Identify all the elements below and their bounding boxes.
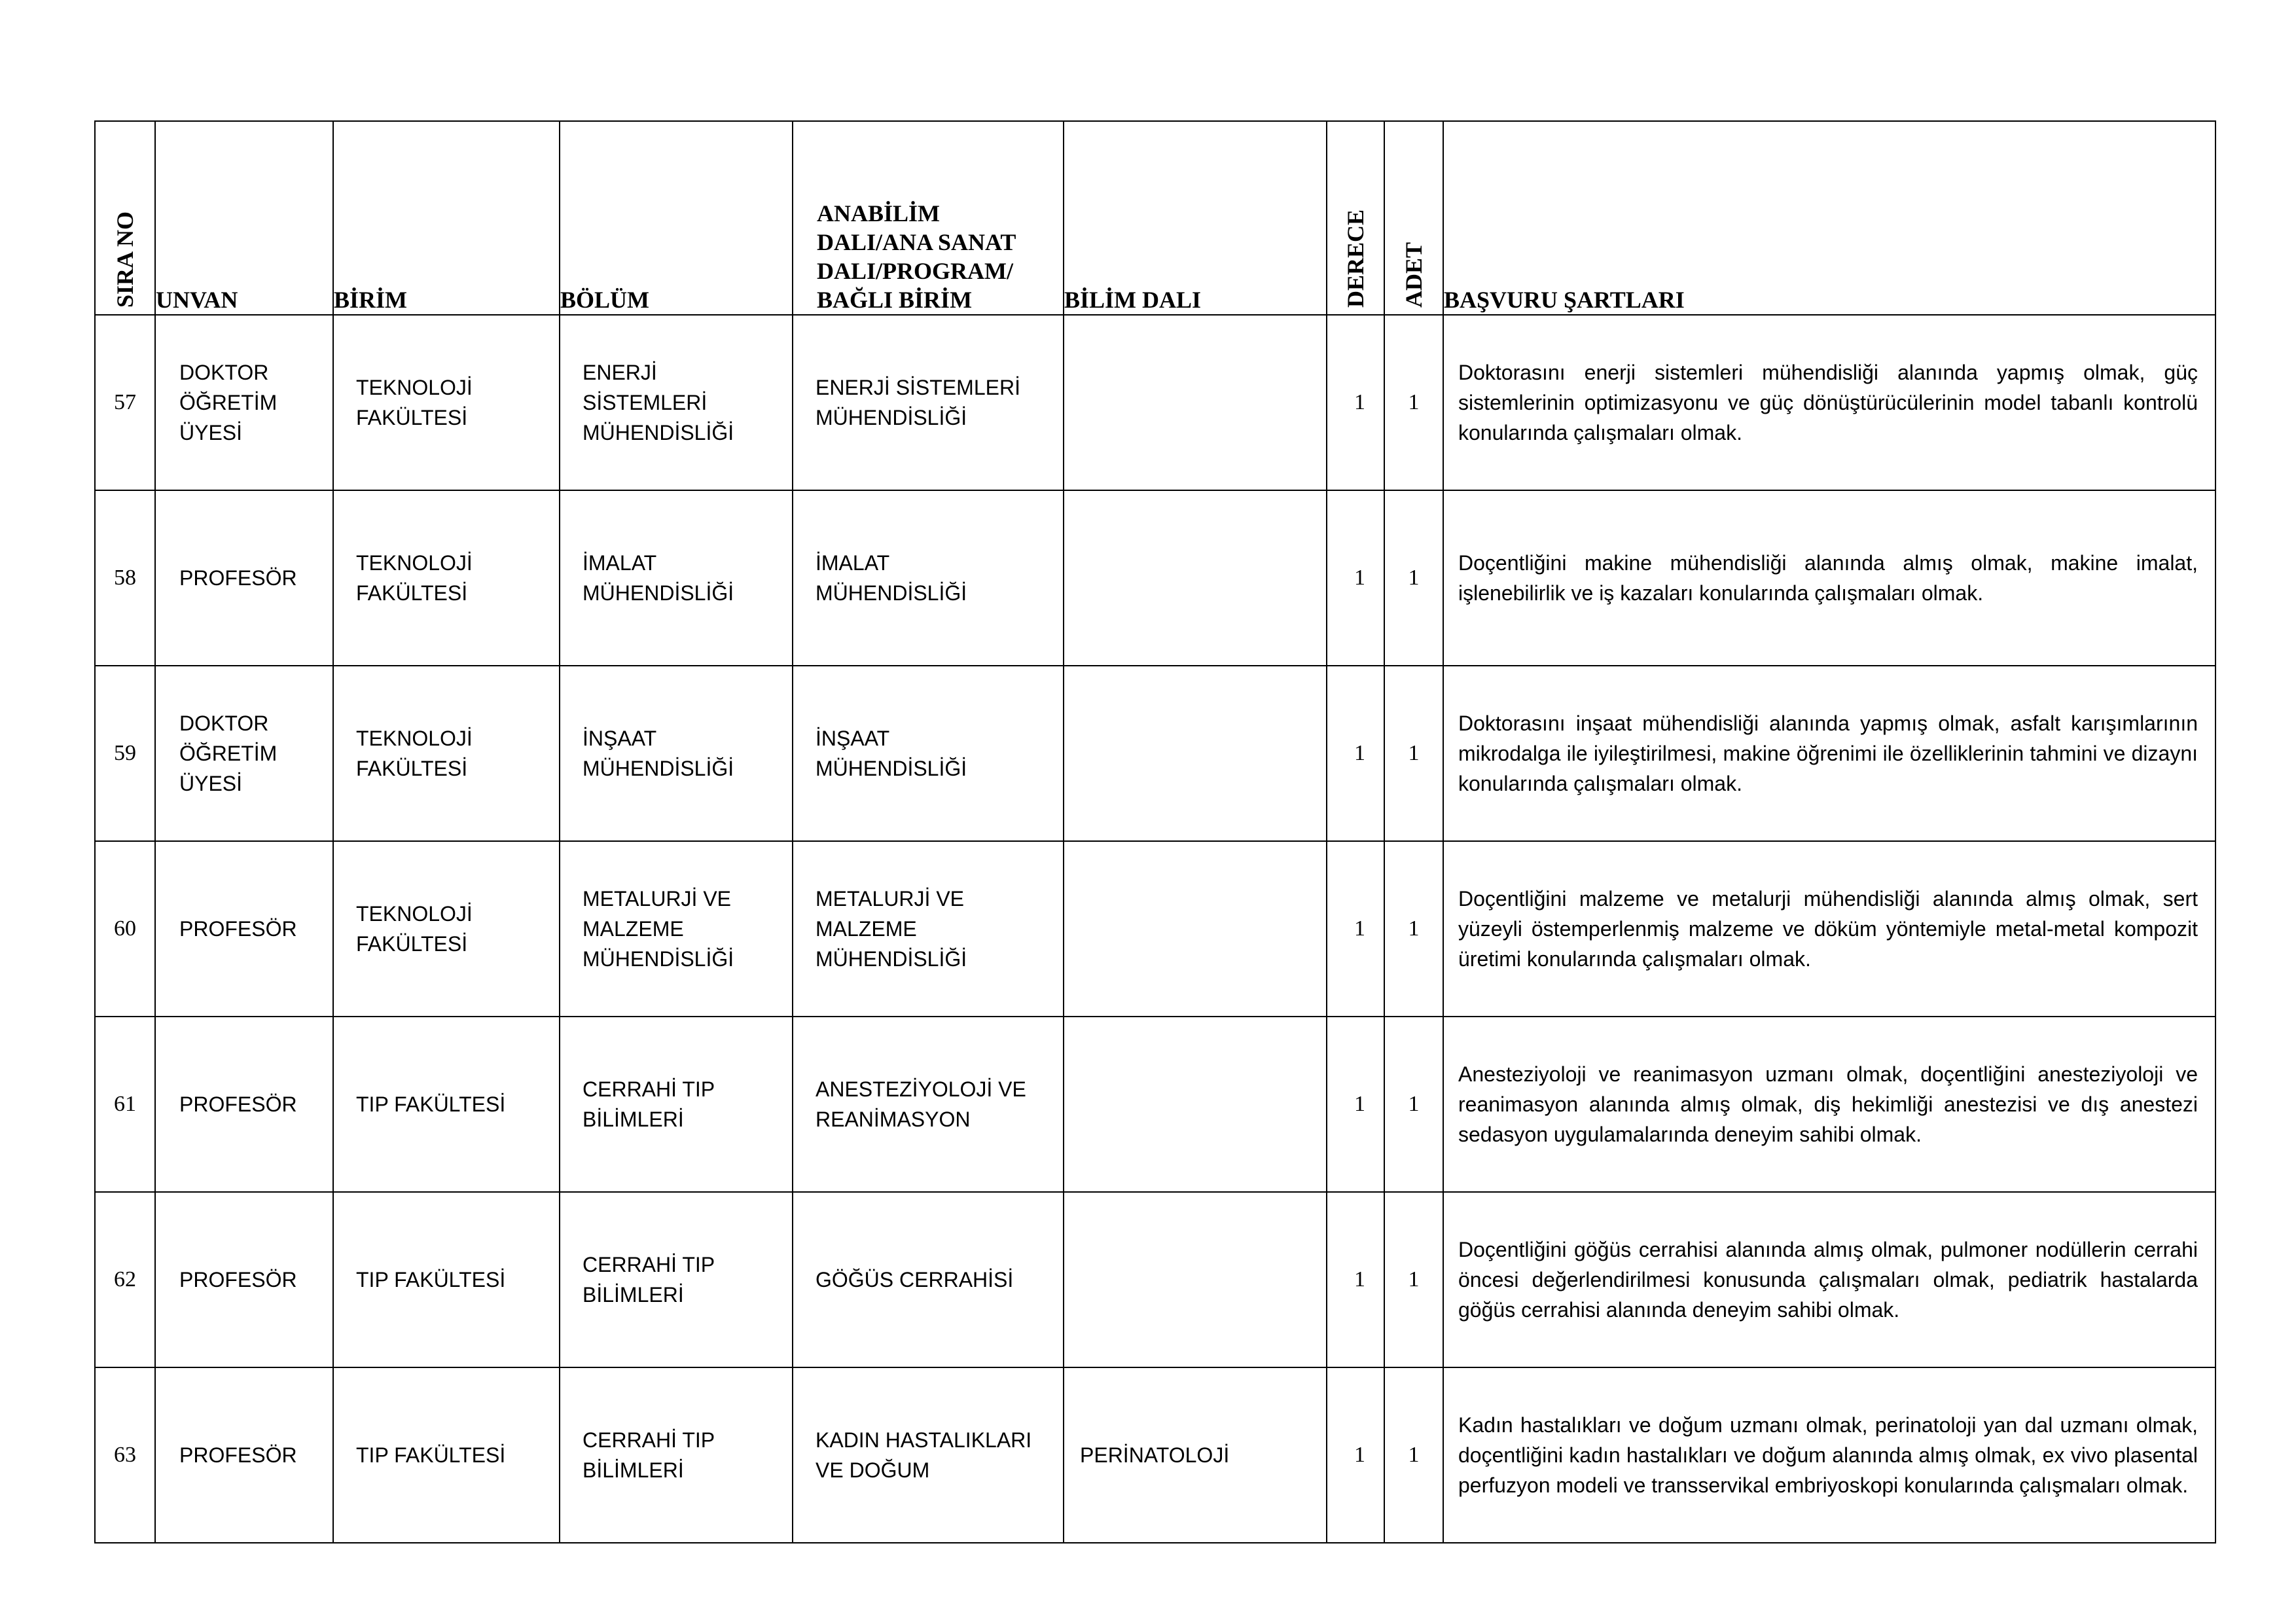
cell-anabilim-dali-line: GÖĞÜS CERRAHİSİ <box>816 1268 1014 1291</box>
cell-adet: 1 <box>1384 1017 1443 1192</box>
cell-basvuru-sartlari: Doçentliğini malzeme ve metalurji mühendisliği alanında almış olmak, sert yüzeyli östemperlenmiş malzeme ve döküm yöntemiyle metal-metal kompozit üretimi konularında çalışmaları olmak. <box>1443 841 2215 1017</box>
cell-sira-no: 62 <box>95 1192 155 1367</box>
cell-unvan-line: PROFESÖR <box>179 566 297 590</box>
cell-bolum-line: METALURJİ VE <box>583 887 731 911</box>
cell-anabilim-dali-line: MÜHENDİSLİĞİ <box>816 947 967 971</box>
staff-positions-table <box>94 120 2216 1543</box>
cell-anabilim-dali-line: İNŞAAT <box>816 727 890 750</box>
cell-bilim-dali <box>1064 666 1327 841</box>
cell-sira-no: 63 <box>95 1367 155 1543</box>
cell-anabilim-dali <box>793 666 1064 841</box>
cell-anabilim-dali-line: ENERJİ SİSTEMLERİ <box>816 376 1020 399</box>
cell-anabilim-dali-line: METALURJİ VE <box>816 887 964 911</box>
cell-anabilim-dali-line: MALZEME <box>816 917 917 941</box>
cell-anabilim-dali <box>793 1367 1064 1543</box>
cell-sira-no: 60 <box>95 841 155 1017</box>
cell-bolum-line: CERRAHİ TIP <box>583 1428 715 1452</box>
cell-bolum-line: BİLİMLERİ <box>583 1458 684 1482</box>
cell-bolum <box>560 841 793 1017</box>
cell-bolum-line: MÜHENDİSLİĞİ <box>583 757 734 780</box>
cell-unvan-line: PROFESÖR <box>179 1268 297 1291</box>
cell-anabilim-dali-line: İMALAT <box>816 551 890 575</box>
cell-derece: 1 <box>1327 315 1384 490</box>
header-anabilim-dali: ANABİLİM DALI/ANA SANAT DALI/PROGRAM/ BAĞLI BİRİM <box>793 121 1064 315</box>
cell-unvan <box>155 1017 333 1192</box>
cell-unvan-line: ÜYESİ <box>179 421 243 444</box>
cell-bolum-line: SİSTEMLERİ <box>583 391 708 414</box>
cell-anabilim-dali-line: KADIN HASTALIKLARI <box>816 1428 1032 1452</box>
cell-bilim-dali <box>1064 1192 1327 1367</box>
cell-unvan-line: ÖĞRETİM <box>179 391 278 414</box>
header-derece: DERECE <box>1327 121 1384 315</box>
cell-bilim-dali <box>1064 490 1327 666</box>
cell-unvan <box>155 841 333 1017</box>
cell-derece: 1 <box>1327 1367 1384 1543</box>
cell-derece: 1 <box>1327 1192 1384 1367</box>
cell-anabilim-dali <box>793 841 1064 1017</box>
cell-bolum <box>560 1367 793 1543</box>
table-header-row <box>95 121 2215 315</box>
cell-birim-line: FAKÜLTESİ <box>356 406 468 429</box>
cell-anabilim-dali <box>793 490 1064 666</box>
cell-unvan-line: PROFESÖR <box>179 1443 297 1467</box>
cell-unvan <box>155 490 333 666</box>
cell-unvan <box>155 1367 333 1543</box>
table-row <box>95 841 2215 1017</box>
table-row <box>95 490 2215 666</box>
cell-birim-line: TEKNOLOJİ <box>356 551 473 575</box>
cell-adet: 1 <box>1384 1192 1443 1367</box>
cell-bolum <box>560 1192 793 1367</box>
header-adet: ADET <box>1384 121 1443 315</box>
cell-bolum <box>560 315 793 490</box>
cell-birim <box>333 490 560 666</box>
cell-basvuru-sartlari: Doçentliğini makine mühendisliği alanında almış olmak, makine imalat, işlenebilirlik ve iş kazaları konularında çalışmaları olmak. <box>1443 490 2215 666</box>
cell-derece: 1 <box>1327 666 1384 841</box>
cell-bolum-line: CERRAHİ TIP <box>583 1077 715 1101</box>
cell-adet: 1 <box>1384 490 1443 666</box>
cell-basvuru-sartlari: Anesteziyoloji ve reanimasyon uzmanı olmak, doçentliğini anesteziyoloji ve reanimasyon alanında almış olmak, diş hekimliği anestezisi ve dış anestezi sedasyon uygulamalarında deneyim sahibi olmak. <box>1443 1017 2215 1192</box>
header-basvuru-sartlari: BAŞVURU ŞARTLARI <box>1443 121 2215 315</box>
cell-birim-line: TEKNOLOJİ <box>356 727 473 750</box>
cell-adet: 1 <box>1384 315 1443 490</box>
cell-bilim-dali <box>1064 315 1327 490</box>
cell-anabilim-dali-line: MÜHENDİSLİĞİ <box>816 581 967 605</box>
cell-adet: 1 <box>1384 841 1443 1017</box>
cell-bolum-line: MALZEME <box>583 917 684 941</box>
header-sira-no: SIRA NO <box>95 121 155 315</box>
cell-unvan-line: ÖĞRETİM <box>179 742 278 765</box>
cell-bilim-dali <box>1064 841 1327 1017</box>
cell-birim <box>333 315 560 490</box>
cell-unvan <box>155 666 333 841</box>
header-birim: BİRİM <box>333 121 560 315</box>
table-row <box>95 315 2215 490</box>
cell-unvan <box>155 315 333 490</box>
cell-anabilim-dali <box>793 1017 1064 1192</box>
cell-birim <box>333 666 560 841</box>
cell-unvan-line: ÜYESİ <box>179 772 243 795</box>
cell-adet: 1 <box>1384 1367 1443 1543</box>
cell-birim-line: FAKÜLTESİ <box>356 932 468 956</box>
cell-bolum-line: İMALAT <box>583 551 657 575</box>
cell-unvan-line: PROFESÖR <box>179 1092 297 1116</box>
cell-anabilim-dali-line: ANESTEZİYOLOJİ VE <box>816 1077 1026 1101</box>
cell-sira-no: 59 <box>95 666 155 841</box>
cell-basvuru-sartlari: Doktorasını enerji sistemleri mühendisliği alanında yapmış olmak, güç sistemlerinin optimizasyonu ve güç dönüştürücülerinin model tabanlı kontrolü konularında çalışmaları olmak. <box>1443 315 2215 490</box>
cell-birim <box>333 841 560 1017</box>
cell-birim <box>333 1192 560 1367</box>
cell-birim <box>333 1017 560 1192</box>
cell-anabilim-dali-line: MÜHENDİSLİĞİ <box>816 757 967 780</box>
cell-sira-no: 61 <box>95 1017 155 1192</box>
cell-bolum-line: MÜHENDİSLİĞİ <box>583 947 734 971</box>
cell-anabilim-dali-line: MÜHENDİSLİĞİ <box>816 406 967 429</box>
cell-bolum-line: MÜHENDİSLİĞİ <box>583 421 734 444</box>
cell-birim <box>333 1367 560 1543</box>
table-body <box>95 315 2215 1543</box>
table-row <box>95 1367 2215 1543</box>
cell-basvuru-sartlari: Doktorasını inşaat mühendisliği alanında yapmış olmak, asfalt karışımlarının mikrodalga ile iyileştirilmesi, makine öğrenimi ile özelliklerinin tahmini ve dizaynı konularında çalışmaları olmak. <box>1443 666 2215 841</box>
cell-birim-line: TEKNOLOJİ <box>356 376 473 399</box>
cell-birim-line: FAKÜLTESİ <box>356 581 468 605</box>
cell-anabilim-dali <box>793 1192 1064 1367</box>
cell-anabilim-dali-line: VE DOĞUM <box>816 1458 930 1482</box>
cell-bolum-line: CERRAHİ TIP <box>583 1253 715 1276</box>
cell-bolum <box>560 666 793 841</box>
cell-unvan-line: PROFESÖR <box>179 917 297 941</box>
cell-bilim-dali <box>1064 1017 1327 1192</box>
header-unvan: UNVAN <box>155 121 333 315</box>
cell-sira-no: 58 <box>95 490 155 666</box>
cell-bilim-dali: PERİNATOLOJİ <box>1064 1367 1327 1543</box>
cell-derece: 1 <box>1327 841 1384 1017</box>
cell-sira-no: 57 <box>95 315 155 490</box>
cell-birim-line: TIP FAKÜLTESİ <box>356 1443 506 1467</box>
cell-anabilim-dali <box>793 315 1064 490</box>
cell-birim-line: FAKÜLTESİ <box>356 757 468 780</box>
cell-birim-line: TEKNOLOJİ <box>356 902 473 926</box>
cell-unvan <box>155 1192 333 1367</box>
cell-bolum-line: İNŞAAT <box>583 727 657 750</box>
cell-basvuru-sartlari: Kadın hastalıkları ve doğum uzmanı olmak, perinatoloji yan dal uzmanı olmak, doçentliğini kadın hastalıkları ve doğum alanında almış olmak, ex vivo plasental perfuzyon modeli ve transservikal embriyoskopi konularında çalışmaları olmak. <box>1443 1367 2215 1543</box>
cell-basvuru-sartlari: Doçentliğini göğüs cerrahisi alanında almış olmak, pulmoner nodüllerin cerrahi öncesi değerlendirilmesi konusunda çalışmaları olmak, pediatrik hastalarda göğüs cerrahisi alanında deneyim sahibi olmak. <box>1443 1192 2215 1367</box>
table-row <box>95 1017 2215 1192</box>
cell-birim-line: TIP FAKÜLTESİ <box>356 1092 506 1116</box>
cell-derece: 1 <box>1327 490 1384 666</box>
cell-birim-line: TIP FAKÜLTESİ <box>356 1268 506 1291</box>
table-row <box>95 1192 2215 1367</box>
cell-bolum-line: BİLİMLERİ <box>583 1108 684 1131</box>
table-row <box>95 666 2215 841</box>
cell-bolum-line: BİLİMLERİ <box>583 1283 684 1307</box>
cell-adet: 1 <box>1384 666 1443 841</box>
header-bolum: BÖLÜM <box>560 121 793 315</box>
header-bilim-dali: BİLİM DALI <box>1064 121 1327 315</box>
cell-derece: 1 <box>1327 1017 1384 1192</box>
cell-unvan-line: DOKTOR <box>179 361 269 384</box>
cell-anabilim-dali-line: REANİMASYON <box>816 1108 971 1131</box>
cell-bolum <box>560 1017 793 1192</box>
cell-bolum-line: ENERJİ <box>583 361 657 384</box>
cell-unvan-line: DOKTOR <box>179 712 269 735</box>
cell-bolum-line: MÜHENDİSLİĞİ <box>583 581 734 605</box>
cell-bolum <box>560 490 793 666</box>
